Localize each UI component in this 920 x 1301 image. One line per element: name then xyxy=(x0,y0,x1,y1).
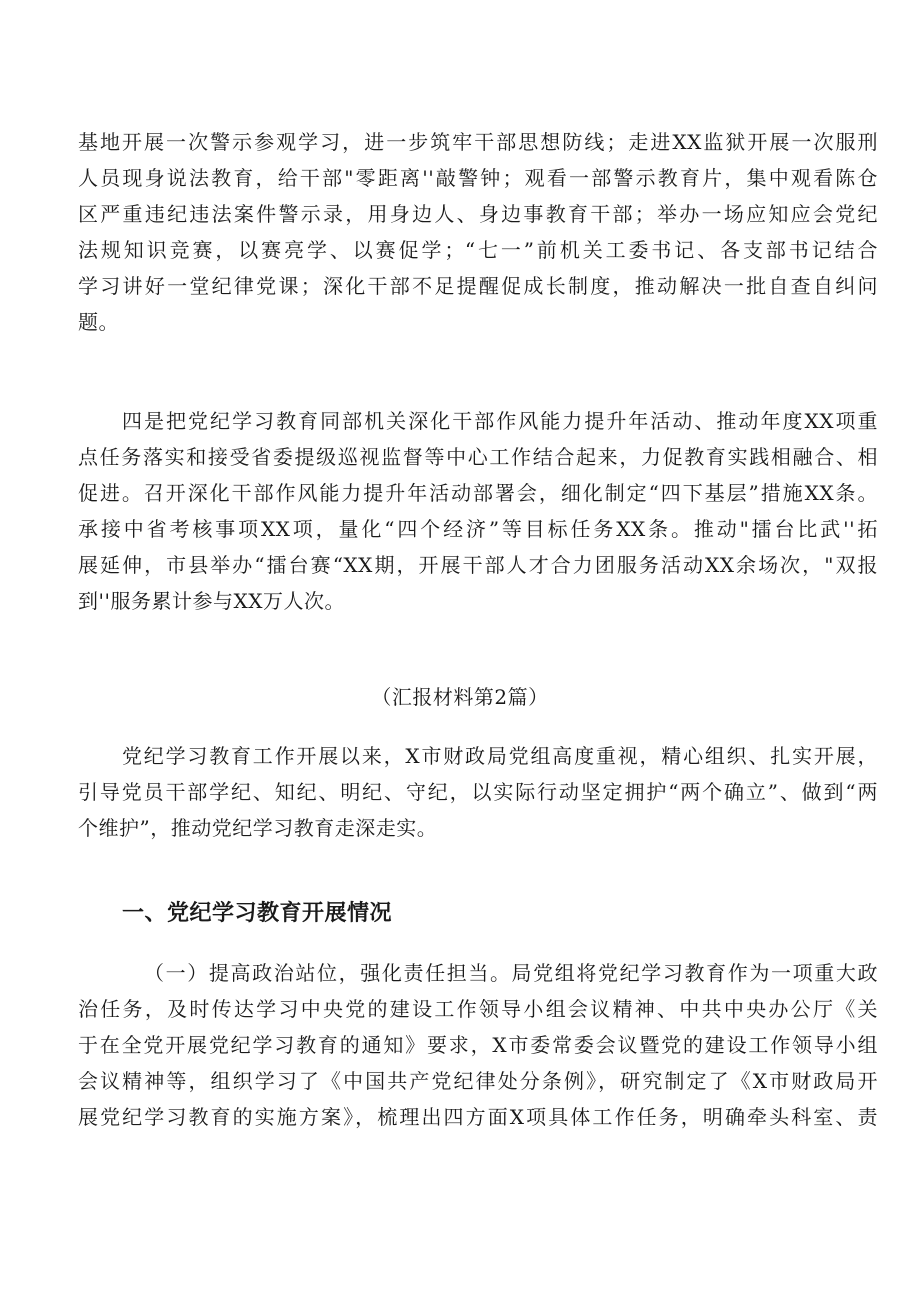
text-line: 治任务，及时传达学习中央党的建设工作领导小组会议精神、中共中央办公厅《关 xyxy=(78,997,878,1021)
text-line: 区严重违纪违法案件警示录，用身边人、身边事教育干部；举办一场应知应会党纪 xyxy=(78,202,878,226)
section-heading: 一、党纪学习教育开展情况 xyxy=(122,901,393,926)
text-line: （一）提高政治站位，强化责任担当。局党组将党纪学习教育作为一项重大政 xyxy=(144,961,878,985)
text-line: 个维护”，推动党纪学习教育走深走实。 xyxy=(78,816,438,840)
text-line: 于在全党开展党纪学习教育的通知》要求，X市委常委会议暨党的建设工作领导小组 xyxy=(78,1033,878,1057)
paragraph-introduction xyxy=(78,738,878,846)
text-line: 党纪学习教育工作开展以来，X市财政局党组高度重视，精心组织、扎实开展， xyxy=(122,744,878,768)
text-line: 到''服务累计参与XX万人次。 xyxy=(78,589,345,613)
text-line: 题。 xyxy=(78,310,119,334)
text-line: 基地开展一次警示参观学习，进一步筑牢干部思想防线；走进XX监狱开展一次服刑 xyxy=(78,130,878,154)
paragraph-point-four xyxy=(78,403,878,619)
text-line: 引导党员干部学纪、知纪、明纪、守纪，以实际行动坚定拥护“两个确立”、做到“两 xyxy=(78,780,878,804)
text-line: 四是把党纪学习教育同部机关深化干部作风能力提升年活动、推动年度XX项重 xyxy=(122,409,878,433)
section-caption: （汇报材料第2篇） xyxy=(371,685,549,709)
paragraph-warning-education xyxy=(78,124,878,340)
paragraph-political-stance xyxy=(78,955,878,1135)
text-line: 承接中省考核事项XX项，量化“四个经济”等目标任务XX条。推动"擂台比武''拓 xyxy=(78,517,878,541)
text-line: 学习讲好一堂纪律党课；深化干部不足提醒促成长制度，推动解决一批自查自纠问 xyxy=(78,274,878,298)
text-line: 会议精神等，组织学习了《中国共产党纪律处分条例》，研究制定了《X市财政局开 xyxy=(78,1069,878,1093)
text-line: 展党纪学习教育的实施方案》，梳理出四方面X项具体工作任务，明确牵头科室、责 xyxy=(78,1105,878,1129)
text-line: 点任务落实和接受省委提级巡视监督等中心工作结合起来，力促教育实践相融合、相 xyxy=(78,445,878,469)
text-line: 展延伸，市县举办“擂台赛“XX期，开展干部人才合力团服务活动XX余场次，"双报 xyxy=(78,553,878,577)
text-line: 人员现身说法教育，给干部"零距离''敲警钟；观看一部警示教育片，集中观看陈仓 xyxy=(78,166,878,190)
text-line: 法规知识竞赛，以赛亮学、以赛促学；“七一”前机关工委书记、各支部书记结合 xyxy=(78,238,878,262)
text-line: 促进。召开深化干部作风能力提升年活动部署会，细化制定“四下基层”措施XX条。 xyxy=(78,481,878,505)
